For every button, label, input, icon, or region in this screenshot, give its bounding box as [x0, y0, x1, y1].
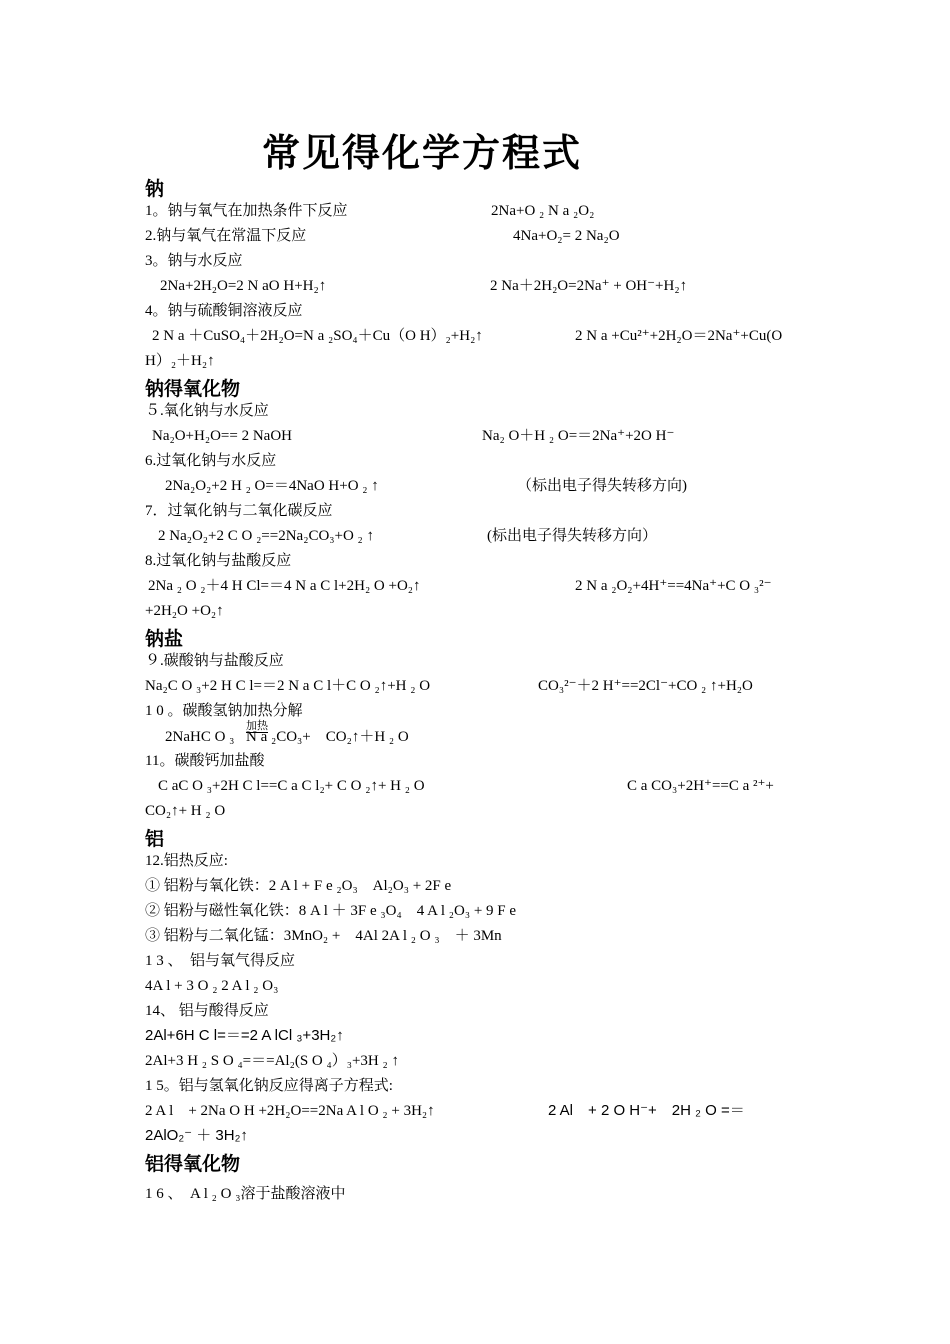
- equation: C aC O ₃+2H C l==C a C l₂+ C O ₂↑+ H ₂ O: [158, 778, 425, 794]
- equation-label: 1 0 。碳酸氢钠加热分解: [145, 703, 303, 719]
- section-heading-sodium-salts: 钠盐: [145, 628, 184, 650]
- equation: 2 A l + 2Na O H +2H₂O==2Na A l O ₂ + 3H₂↑: [145, 1103, 435, 1119]
- equation-label: 11。碳酸钙加盐酸: [145, 753, 265, 769]
- equation-note: （标出电子得失转移方向): [517, 478, 687, 494]
- equation: ③ 铝粉与二氧化锰：3MnO₂ + 4Al 2A l ₂ O ₃ ＋ 3Mn: [145, 928, 502, 944]
- equation: 2Na+2H₂O=2 N aO H+H₂↑: [160, 278, 327, 294]
- equation: 2 N a ＋CuSO₄＋2H₂O=N a ₂SO₄＋Cu（O H）₂+H₂↑: [152, 328, 483, 344]
- equation-label: 7．过氧化钠与二氧化碳反应: [145, 503, 333, 519]
- equation-reactant: 2NaHC O ₃: [165, 729, 235, 745]
- heat-condition: 加热: [246, 720, 268, 732]
- equation: 2Na+O ₂ N a ₂O₂: [491, 203, 595, 219]
- equation: Na₂O+H₂O== 2 NaOH: [152, 428, 292, 444]
- equation-label: 8.过氧化钠与盐酸反应: [145, 553, 292, 569]
- ionic-equation-continued: +2H₂O +O₂↑: [145, 603, 224, 619]
- equation-label: ９.碳酸钠与盐酸反应: [145, 653, 284, 669]
- equation-note: (标出电子得失转移方向）: [487, 528, 657, 544]
- page-title: 常见得化学方程式: [262, 130, 583, 175]
- ionic-equation: CO₃²⁻＋2 H⁺==2Cl⁻+CO ₂ ↑+H₂O: [538, 678, 753, 694]
- equation: 2 Na₂O₂+2 C O ₂==2Na₂CO₃+O ₂ ↑: [158, 528, 375, 544]
- section-heading-aluminium: 铝: [145, 828, 165, 850]
- equation-label: 12.铝热反应:: [145, 853, 228, 869]
- equation: 4A l + 3 O ₂ 2 A l ₂ O₃: [145, 978, 279, 994]
- ionic-equation-continued: H）₂＋H₂↑: [145, 353, 215, 369]
- section-heading-sodium-oxide: 钠得氧化物: [145, 378, 241, 400]
- equation: 2Al+6H C l=＝=2 A lCl ₃+3H₂↑: [145, 1027, 344, 1044]
- equation-label: ５.氧化钠与水反应: [145, 403, 269, 419]
- equation: 2Na₂O₂+2 H ₂ O=＝4NaO H+O ₂ ↑: [165, 478, 379, 494]
- ionic-equation-continued: 2AlO₂⁻ ＋ 3H₂↑: [145, 1127, 248, 1144]
- equation: 2Al+3 H ₂ S O ₄=＝=Al₂(S O ₄）₃+3H ₂ ↑: [145, 1053, 399, 1069]
- equation-label: 4。钠与硫酸铜溶液反应: [145, 303, 303, 319]
- equation: Na₂C O ₃+2 H C l=＝2 N a C l＋C O ₂↑+H ₂ O: [145, 678, 431, 694]
- ionic-equation: 2 Al + 2 O H⁻+ 2H ₂ O =＝: [548, 1102, 745, 1119]
- ionic-equation: 2 N a +Cu²⁺+2H₂O＝2Na⁺+Cu(O: [575, 328, 783, 344]
- equation-label: 14、 铝与酸得反应: [145, 1003, 269, 1019]
- equation: ② 铝粉与磁性氧化铁：8 A l ＋ 3F e ₃O₄ 4 A l ₂O₃ + 9 F e: [145, 903, 517, 919]
- equation-continued: CO₂↑+ H ₂ O: [145, 803, 226, 819]
- equation-label: 1 5。铝与氢氧化钠反应得离子方程式:: [145, 1078, 393, 1094]
- ionic-equation: Na₂ O＋H ₂ O=＝2Na⁺+2O H⁻: [482, 428, 675, 444]
- ionic-equation: 2 N a ₂O₂+4H⁺==4Na⁺+C O ₃²⁻: [575, 578, 772, 594]
- section-heading-aluminium-oxide: 铝得氧化物: [145, 1153, 241, 1175]
- equation: 2Na ₂ O ₂＋4 H Cl=＝4 N a C l+2H₂ O +O₂↑: [148, 578, 421, 594]
- equation-label: 1 3 、 铝与氧气得反应: [145, 953, 296, 969]
- ionic-equation: C a CO₃+2H⁺==C a ²⁺+: [627, 778, 774, 794]
- ionic-equation: 2 Na＋2H₂O=2Na⁺ + OH⁻+H₂↑: [490, 278, 688, 294]
- equation: ① 铝粉与氧化铁：2 A l + F e ₂O₃ Al₂O₃ + 2F e: [145, 878, 452, 894]
- section-heading-sodium: 钠: [145, 178, 165, 200]
- equation-label: 1 6 、 A l ₂ O ₃溶于盐酸溶液中: [145, 1186, 346, 1202]
- equation: 4Na+O₂= 2 Na₂O: [513, 228, 620, 244]
- equation-label: 6.过氧化钠与水反应: [145, 453, 277, 469]
- equation-products: N a ₂CO₃+ CO₂↑＋H ₂ O: [246, 729, 409, 745]
- equation-label: 3。钠与水反应: [145, 253, 243, 269]
- equation-label: 1。钠与氧气在加热条件下反应: [145, 203, 348, 219]
- equation-label: 2.钠与氧气在常温下反应: [145, 228, 307, 244]
